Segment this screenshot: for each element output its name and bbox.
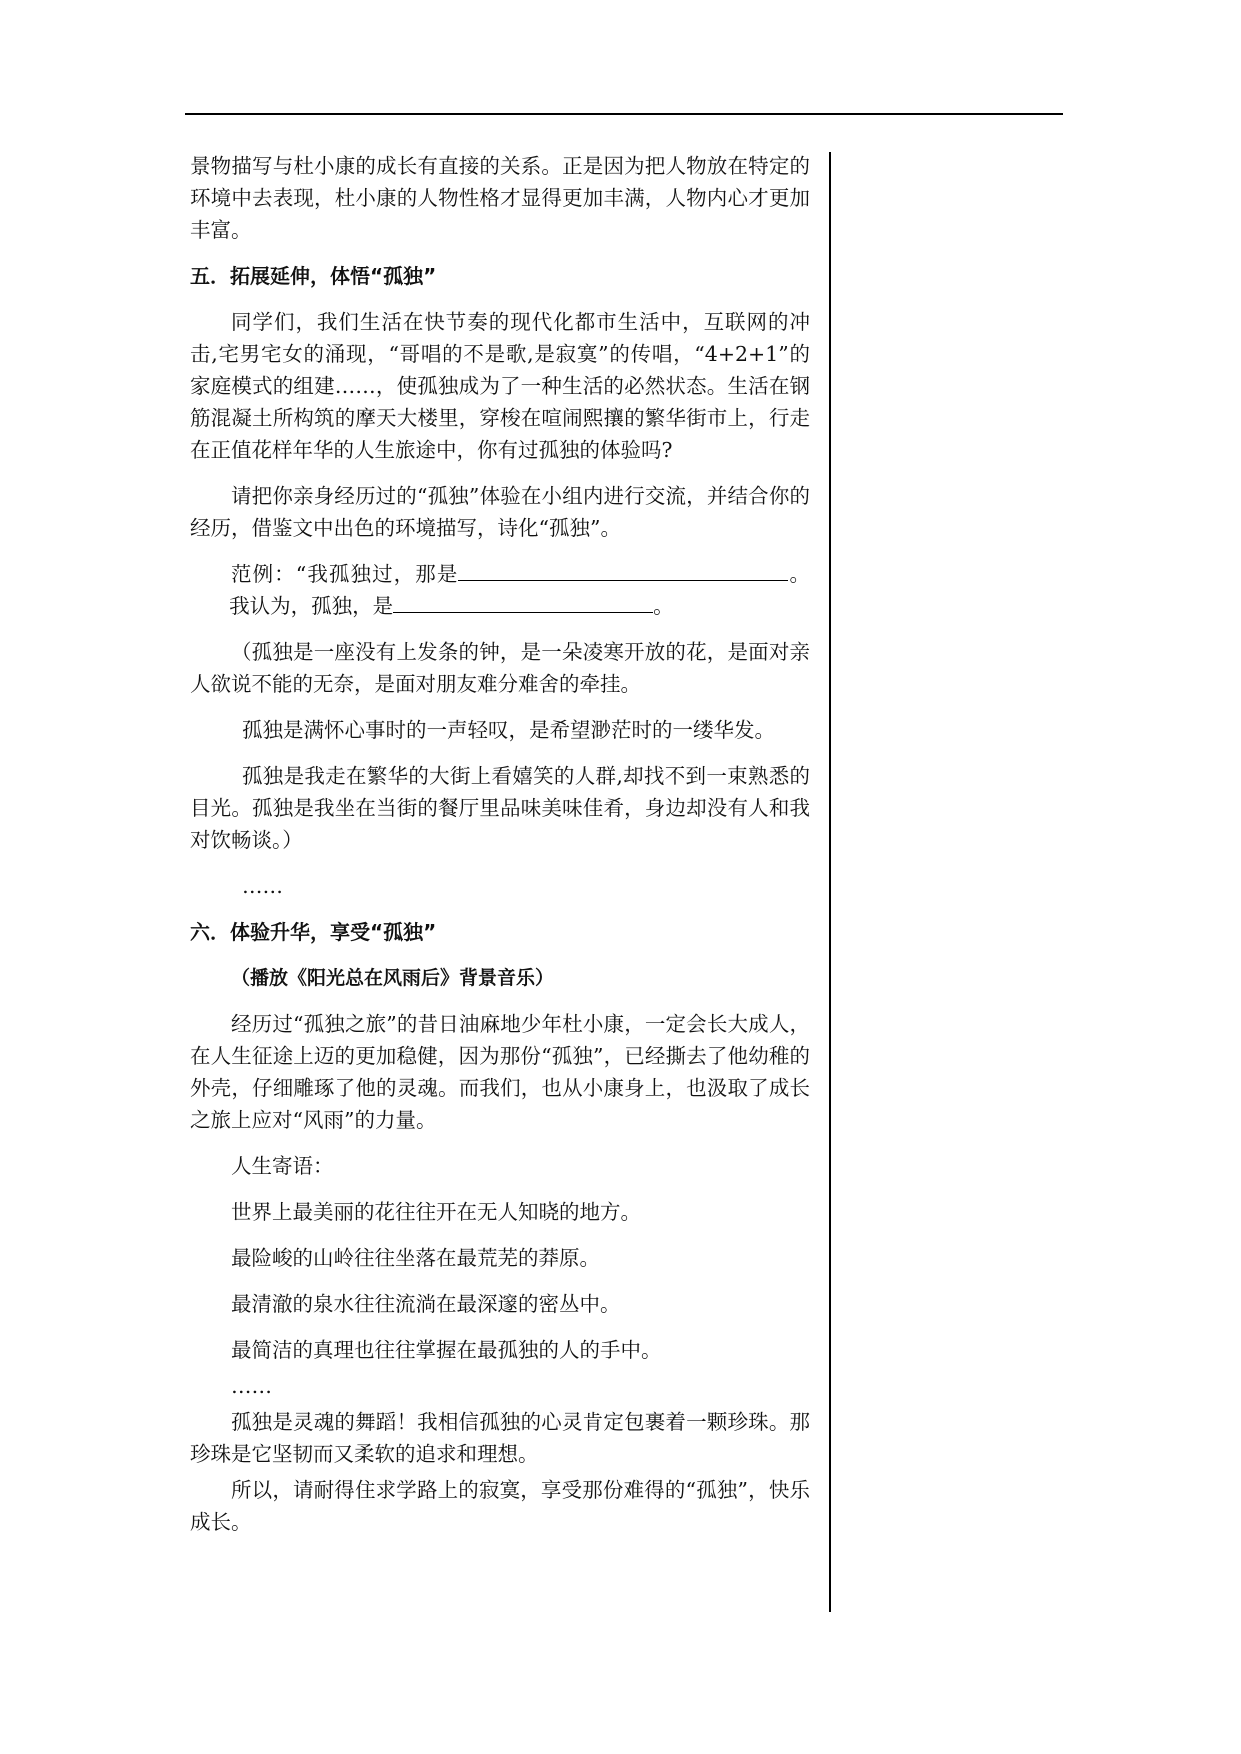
section-5-heading: 五．拓展延伸，体悟“孤独” [190,264,437,288]
motto-line-1: 世界上最美丽的花往往开在无人知晓的地方。 [231,1200,641,1224]
section-5-paragraph-1: 同学们，我们生活在快节奏的现代化都市生活中，互联网的冲击,宅男宅女的涌现，“哥唱的不是歌,是寂寞”的传唱，“4+2+1”的家庭模式的组建……，使孤独成为了一种生活的必然状态。生活在钢筋混凝土所构筑的摩天大楼里，穿梭在喧闹熙攘的繁华街市上，行走在正值花样年华的人生旅途中，你有过孤独的体验吗? [190,310,810,462]
section-6-paragraph-2: 人生寄语： [231,1154,334,1178]
example-blank-1 [458,558,788,581]
intro-paragraph: 景物描写与杜小康的成长有直接的关系。正是因为把人物放在特定的环境中去表现，杜小康的人物性格才显得更加丰满，人物内心才更加丰富。 [190,154,810,242]
section-6-paragraph-7: 孤独是灵魂的舞蹈！我相信孤独的心灵肯定包裹着一颗珍珠。那珍珠是它坚韧而又柔软的追求和理想。 [190,1410,810,1466]
section-5-paragraph-3: （孤独是一座没有上发条的钟，是一朵凌寒开放的花，是面对亲人欲说不能的无奈，是面对朋友难分难舍的牵挂。 [190,640,810,696]
section-6-subheading: （播放《阳光总在风雨后》背景音乐） [231,967,555,989]
motto-line-3: 最清澈的泉水往往流淌在最深邃的密丛中。 [231,1292,621,1316]
ellipsis: …… [231,1374,272,1398]
column-rule [829,152,831,1612]
example-second-prefix: 我认为，孤独，是 [229,594,394,618]
example-prefix: 范例：“我孤独过，那是 [231,562,459,586]
motto-line-4: 最简洁的真理也往往掌握在最孤独的人的手中。 [231,1338,662,1362]
section-6-paragraph-1: 经历过“孤独之旅”的昔日油麻地少年杜小康，一定会长大成人，在人生征途上迈的更加稳健，因为那份“孤独”，已经撕去了他幼稚的外壳，仔细雕琢了他的灵魂。而我们，也从小康身上，也汲取了成长之旅上应对“风雨”的力量。 [190,1012,810,1132]
motto-line-2: 最险峻的山岭往往坐落在最荒芜的莽原。 [231,1246,600,1270]
section-6-heading: 六．体验升华，享受“孤独” [190,920,437,944]
example-line [190,558,810,622]
section-5-paragraph-4: 孤独是满怀心事时的一声轻叹，是希望渺茫时的一缕华发。 [242,718,775,742]
example-period-1: 。 [788,562,811,586]
example-period-2: 。 [653,594,674,618]
ellipsis: …… [242,874,283,898]
header-rule [185,113,1063,115]
section-5-paragraph-5: 孤独是我走在繁华的大街上看嬉笑的人群,却找不到一束熟悉的目光。孤独是我坐在当街的餐厅里品味美味佳肴，身边却没有人和我对饮畅谈。） [190,764,810,852]
example-blank-2 [393,590,653,613]
main-column [190,150,810,1542]
section-6-paragraph-8: 所以，请耐得住求学路上的寂寞，享受那份难得的“孤独”，快乐成长。 [190,1478,810,1534]
section-5-paragraph-2: 请把你亲身经历过的“孤独”体验在小组内进行交流，并结合你的经历，借鉴文中出色的环境描写，诗化“孤独”。 [190,484,810,540]
